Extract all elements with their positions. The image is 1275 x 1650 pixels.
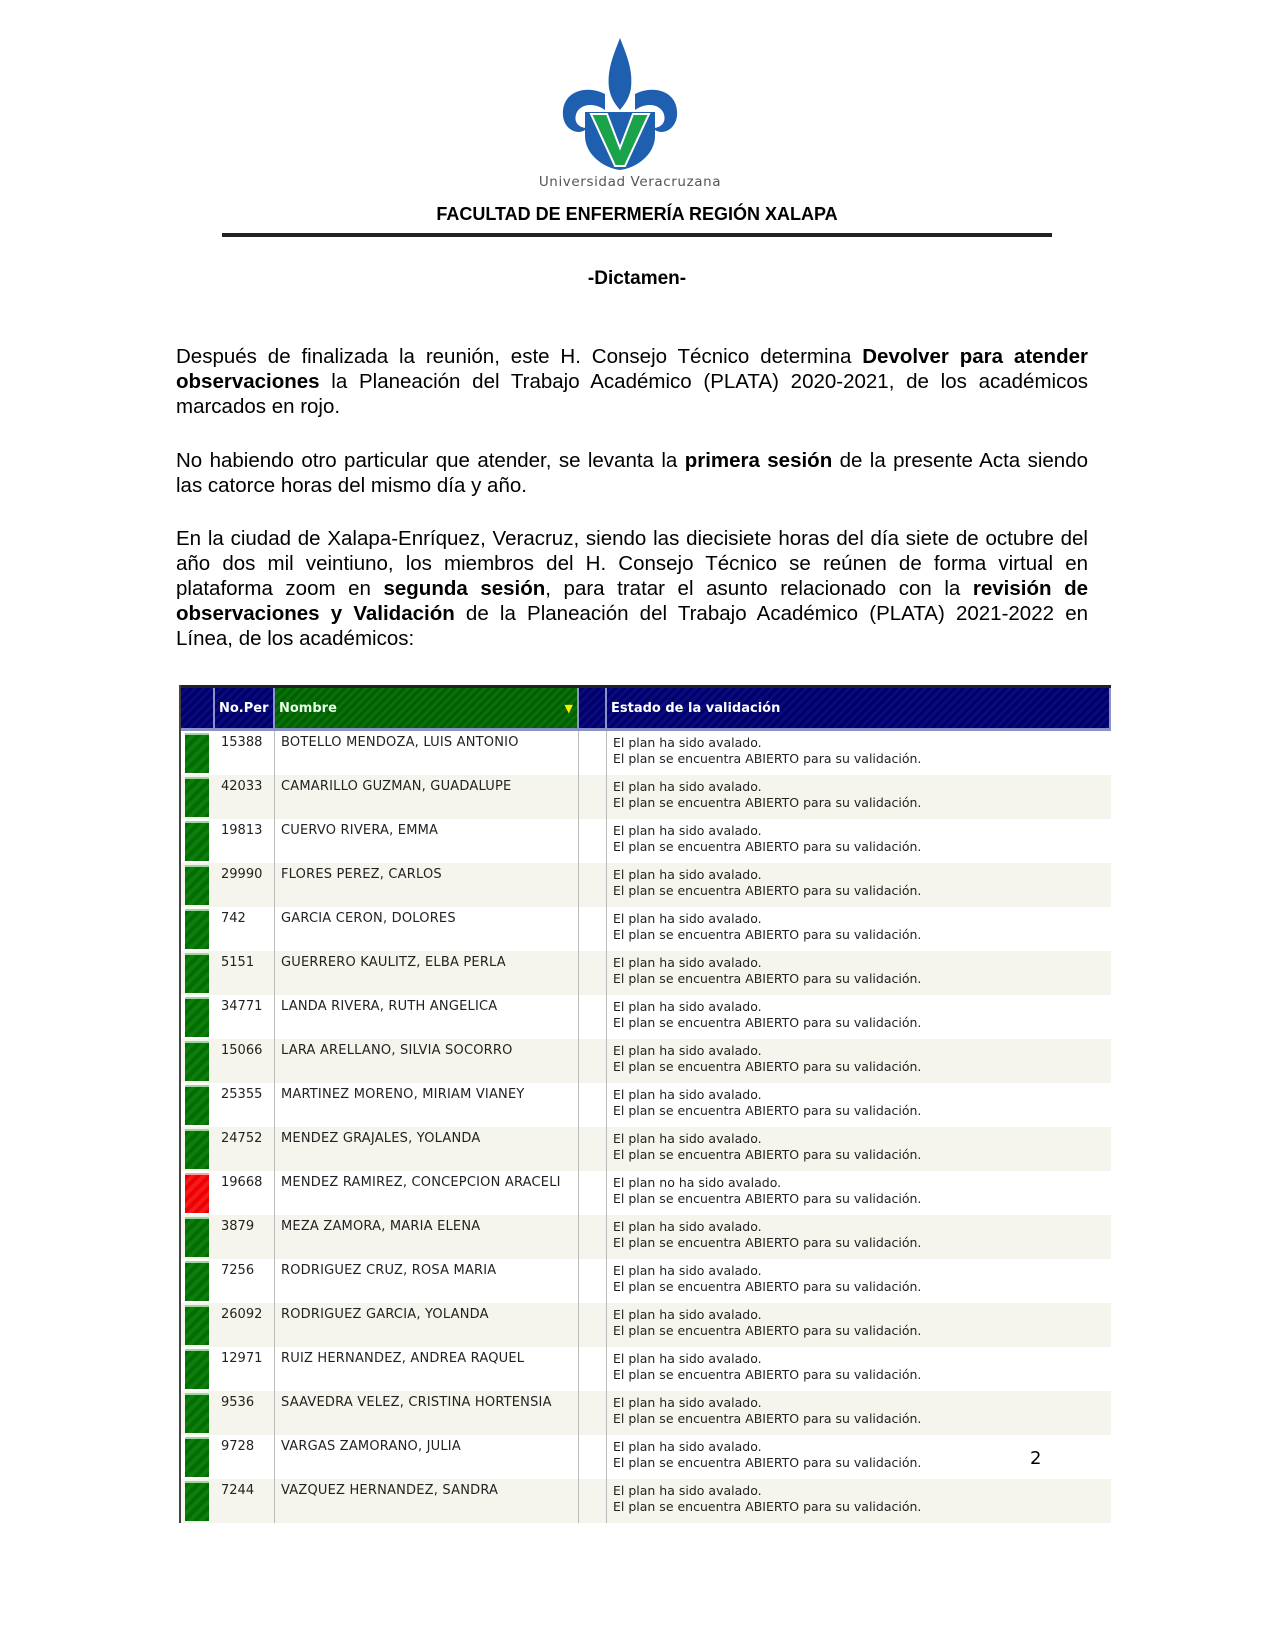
estado-line-abierto: El plan se encuentra ABIERTO para su validación. bbox=[613, 839, 922, 854]
estado-cell bbox=[607, 1127, 1111, 1171]
estado-line-aval: El plan ha sido avalado. bbox=[613, 1351, 762, 1366]
estado-line-abierto: El plan se encuentra ABIERTO para su validación. bbox=[613, 1015, 922, 1030]
spacer-cell bbox=[579, 819, 607, 863]
estado-cell bbox=[607, 1039, 1111, 1083]
estado-line-abierto: El plan se encuentra ABIERTO para su validación. bbox=[613, 1499, 922, 1514]
status-green-indicator-icon bbox=[185, 777, 209, 817]
table-row[interactable] bbox=[181, 775, 1111, 819]
estado-cell bbox=[607, 1479, 1111, 1523]
document-title: -Dictamen- bbox=[587, 268, 687, 289]
estado-cell bbox=[607, 1215, 1111, 1259]
status-cell bbox=[181, 1215, 215, 1259]
table-row[interactable] bbox=[181, 1083, 1111, 1127]
header-nombre-label: Nombre bbox=[279, 700, 337, 716]
status-green-indicator-icon bbox=[185, 953, 209, 993]
no-per-cell: 9728 bbox=[215, 1435, 275, 1479]
no-per-cell: 3879 bbox=[215, 1215, 275, 1259]
table-row[interactable] bbox=[181, 863, 1111, 907]
status-green-indicator-icon bbox=[185, 1129, 209, 1169]
estado-line-aval: El plan ha sido avalado. bbox=[613, 735, 762, 750]
estado-line-abierto: El plan se encuentra ABIERTO para su validación. bbox=[613, 1279, 922, 1294]
spacer-cell bbox=[579, 863, 607, 907]
nombre-cell: CUERVO RIVERA, EMMA bbox=[275, 819, 579, 863]
estado-line-abierto: El plan se encuentra ABIERTO para su validación. bbox=[613, 927, 922, 942]
no-per-cell: 34771 bbox=[215, 995, 275, 1039]
nombre-cell: RODRIGUEZ GARCIA, YOLANDA bbox=[275, 1303, 579, 1347]
nombre-cell: MENDEZ GRAJALES, YOLANDA bbox=[275, 1127, 579, 1171]
estado-line-abierto: El plan se encuentra ABIERTO para su validación. bbox=[613, 1191, 922, 1206]
status-cell bbox=[181, 995, 215, 1039]
status-green-indicator-icon bbox=[185, 1349, 209, 1389]
table-row[interactable] bbox=[181, 1435, 1111, 1479]
estado-line-abierto: El plan se encuentra ABIERTO para su validación. bbox=[613, 1235, 922, 1250]
header-divider bbox=[222, 233, 1052, 237]
estado-line-abierto: El plan se encuentra ABIERTO para su validación. bbox=[613, 1455, 922, 1470]
status-green-indicator-icon bbox=[185, 909, 209, 949]
no-per-cell: 12971 bbox=[215, 1347, 275, 1391]
spacer-cell bbox=[579, 1391, 607, 1435]
no-per-cell: 29990 bbox=[215, 863, 275, 907]
estado-line-abierto: El plan se encuentra ABIERTO para su validación. bbox=[613, 1103, 922, 1118]
no-per-cell: 15066 bbox=[215, 1039, 275, 1083]
table-row[interactable] bbox=[181, 1391, 1111, 1435]
estado-line-aval: El plan ha sido avalado. bbox=[613, 1395, 762, 1410]
status-green-indicator-icon bbox=[185, 997, 209, 1037]
table-row[interactable] bbox=[181, 907, 1111, 951]
spacer-cell bbox=[579, 995, 607, 1039]
status-cell bbox=[181, 1127, 215, 1171]
spacer-cell bbox=[579, 1347, 607, 1391]
estado-cell bbox=[607, 1347, 1111, 1391]
status-red-indicator-icon bbox=[185, 1173, 209, 1213]
spacer-cell bbox=[579, 1259, 607, 1303]
header-status-column bbox=[181, 688, 215, 728]
status-cell bbox=[181, 731, 215, 775]
nombre-cell: GARCIA CERON, DOLORES bbox=[275, 907, 579, 951]
no-per-cell: 24752 bbox=[215, 1127, 275, 1171]
estado-cell bbox=[607, 775, 1111, 819]
table-header-row bbox=[181, 685, 1111, 731]
header-no-per[interactable]: No.Per bbox=[215, 688, 275, 728]
table-row[interactable] bbox=[181, 1479, 1111, 1523]
status-green-indicator-icon bbox=[185, 1393, 209, 1433]
estado-line-aval: El plan ha sido avalado. bbox=[613, 1043, 762, 1058]
spacer-cell bbox=[579, 1171, 607, 1215]
estado-line-aval: El plan ha sido avalado. bbox=[613, 1263, 762, 1278]
estado-line-aval: El plan ha sido avalado. bbox=[613, 1483, 762, 1498]
status-green-indicator-icon bbox=[185, 1481, 209, 1521]
status-green-indicator-icon bbox=[185, 821, 209, 861]
nombre-cell: LANDA RIVERA, RUTH ANGELICA bbox=[275, 995, 579, 1039]
estado-line-abierto: El plan se encuentra ABIERTO para su validación. bbox=[613, 751, 922, 766]
nombre-cell: LARA ARELLANO, SILVIA SOCORRO bbox=[275, 1039, 579, 1083]
status-cell bbox=[181, 1303, 215, 1347]
nombre-cell: RUIZ HERNANDEZ, ANDREA RAQUEL bbox=[275, 1347, 579, 1391]
estado-line-aval: El plan ha sido avalado. bbox=[613, 1131, 762, 1146]
no-per-cell: 15388 bbox=[215, 731, 275, 775]
no-per-cell: 7244 bbox=[215, 1479, 275, 1523]
status-cell bbox=[181, 1435, 215, 1479]
estado-cell bbox=[607, 1083, 1111, 1127]
paragraph-segunda-sesion: En la ciudad de Xalapa-Enríquez, Veracruz, siendo las diecisiete horas del día siete de octubre del año dos mil veintiuno, los miembros del H. Consejo Técnico se reúnen de forma virtual en plataforma zoom en segunda sesión, para tratar el asunto relacionado con la revisión de observaciones y Validación de la Planeación del Trabajo Académico (PLATA) 2021-2022 en Línea, de los académicos: bbox=[176, 527, 1088, 650]
estado-line-abierto: El plan se encuentra ABIERTO para su validación. bbox=[613, 1147, 922, 1162]
header-spacer bbox=[579, 688, 607, 728]
nombre-cell: BOTELLO MENDOZA, LUIS ANTONIO bbox=[275, 731, 579, 775]
estado-cell bbox=[607, 995, 1111, 1039]
faculty-title: FACULTAD DE ENFERMERÍA REGIÓN XALAPA bbox=[436, 204, 838, 224]
spacer-cell bbox=[579, 1039, 607, 1083]
paragraph-primera-sesion: No habiendo otro particular que atender, se levanta la primera sesión de la presente Acta siendo las catorce horas del mismo día y año. bbox=[176, 449, 1088, 497]
estado-line-aval: El plan ha sido avalado. bbox=[613, 1219, 762, 1234]
estado-line-abierto: El plan se encuentra ABIERTO para su validación. bbox=[613, 971, 922, 986]
status-cell bbox=[181, 1259, 215, 1303]
spacer-cell bbox=[579, 1215, 607, 1259]
paragraph-devolver: Después de finalizada la reunión, este H. Consejo Técnico determina Devolver para atender observaciones la Planeación del Trabajo Académico (PLATA) 2020-2021, de los académicos marcados en rojo. bbox=[176, 345, 1088, 418]
estado-line-abierto: El plan se encuentra ABIERTO para su validación. bbox=[613, 1367, 922, 1382]
university-logo-icon bbox=[555, 36, 685, 171]
status-cell bbox=[181, 951, 215, 995]
status-cell bbox=[181, 1391, 215, 1435]
estado-line-aval: El plan ha sido avalado. bbox=[613, 1087, 762, 1102]
table-row[interactable] bbox=[181, 1347, 1111, 1391]
status-green-indicator-icon bbox=[185, 733, 209, 773]
spacer-cell bbox=[579, 1435, 607, 1479]
no-per-cell: 19813 bbox=[215, 819, 275, 863]
table-row[interactable] bbox=[181, 1259, 1111, 1303]
status-cell bbox=[181, 863, 215, 907]
estado-line-aval: El plan ha sido avalado. bbox=[613, 823, 762, 838]
nombre-cell: GUERRERO KAULITZ, ELBA PERLA bbox=[275, 951, 579, 995]
estado-line-abierto: El plan se encuentra ABIERTO para su validación. bbox=[613, 1059, 922, 1074]
estado-line-aval: El plan ha sido avalado. bbox=[613, 779, 762, 794]
estado-cell bbox=[607, 863, 1111, 907]
spacer-cell bbox=[579, 1479, 607, 1523]
table-row[interactable] bbox=[181, 819, 1111, 863]
table-row[interactable] bbox=[181, 951, 1111, 995]
status-cell bbox=[181, 1039, 215, 1083]
estado-line-aval: El plan ha sido avalado. bbox=[613, 867, 762, 882]
estado-line-abierto: El plan se encuentra ABIERTO para su validación. bbox=[613, 1323, 922, 1338]
nombre-cell: MEZA ZAMORA, MARIA ELENA bbox=[275, 1215, 579, 1259]
header-nombre[interactable] bbox=[275, 688, 579, 728]
spacer-cell bbox=[579, 775, 607, 819]
estado-cell bbox=[607, 1259, 1111, 1303]
spacer-cell bbox=[579, 1303, 607, 1347]
spacer-cell bbox=[579, 1127, 607, 1171]
status-cell bbox=[181, 1083, 215, 1127]
sort-down-icon[interactable]: ▼ bbox=[564, 701, 573, 715]
table-row[interactable] bbox=[181, 995, 1111, 1039]
estado-line-aval: El plan ha sido avalado. bbox=[613, 1439, 762, 1454]
estado-cell bbox=[607, 731, 1111, 775]
nombre-cell: MENDEZ RAMIREZ, CONCEPCION ARACELI bbox=[275, 1171, 579, 1215]
estado-line-abierto: El plan se encuentra ABIERTO para su validación. bbox=[613, 1411, 922, 1426]
status-cell bbox=[181, 775, 215, 819]
status-green-indicator-icon bbox=[185, 865, 209, 905]
nombre-cell: SAAVEDRA VELEZ, CRISTINA HORTENSIA bbox=[275, 1391, 579, 1435]
status-cell bbox=[181, 1171, 215, 1215]
university-name: Universidad Veracruzana bbox=[538, 174, 722, 190]
page-number: 2 bbox=[1030, 1448, 1042, 1469]
status-green-indicator-icon bbox=[185, 1261, 209, 1301]
table-row[interactable] bbox=[181, 731, 1111, 775]
estado-cell bbox=[607, 1171, 1111, 1215]
estado-line-aval: El plan no ha sido avalado. bbox=[613, 1175, 782, 1190]
nombre-cell: RODRIGUEZ CRUZ, ROSA MARIA bbox=[275, 1259, 579, 1303]
estado-line-aval: El plan ha sido avalado. bbox=[613, 955, 762, 970]
spacer-cell bbox=[579, 907, 607, 951]
status-green-indicator-icon bbox=[185, 1085, 209, 1125]
estado-line-aval: El plan ha sido avalado. bbox=[613, 1307, 762, 1322]
nombre-cell: MARTINEZ MORENO, MIRIAM VIANEY bbox=[275, 1083, 579, 1127]
status-green-indicator-icon bbox=[185, 1217, 209, 1257]
table-row[interactable] bbox=[181, 1039, 1111, 1083]
no-per-cell: 26092 bbox=[215, 1303, 275, 1347]
nombre-cell: FLORES PEREZ, CARLOS bbox=[275, 863, 579, 907]
nombre-cell: VAZQUEZ HERNANDEZ, SANDRA bbox=[275, 1479, 579, 1523]
no-per-cell: 25355 bbox=[215, 1083, 275, 1127]
no-per-cell: 7256 bbox=[215, 1259, 275, 1303]
header-estado[interactable]: Estado de la validación bbox=[607, 688, 1111, 728]
status-cell bbox=[181, 1347, 215, 1391]
estado-cell bbox=[607, 907, 1111, 951]
status-cell bbox=[181, 907, 215, 951]
no-per-cell: 42033 bbox=[215, 775, 275, 819]
estado-cell bbox=[607, 819, 1111, 863]
table-row[interactable] bbox=[181, 1303, 1111, 1347]
estado-line-abierto: El plan se encuentra ABIERTO para su validación. bbox=[613, 795, 922, 810]
status-green-indicator-icon bbox=[185, 1305, 209, 1345]
nombre-cell: CAMARILLO GUZMAN, GUADALUPE bbox=[275, 775, 579, 819]
spacer-cell bbox=[579, 1083, 607, 1127]
no-per-cell: 5151 bbox=[215, 951, 275, 995]
status-green-indicator-icon bbox=[185, 1437, 209, 1477]
table-row[interactable] bbox=[181, 1215, 1111, 1259]
status-cell bbox=[181, 1479, 215, 1523]
nombre-cell: VARGAS ZAMORANO, JULIA bbox=[275, 1435, 579, 1479]
estado-line-abierto: El plan se encuentra ABIERTO para su validación. bbox=[613, 883, 922, 898]
validation-table bbox=[179, 685, 1111, 1523]
no-per-cell: 9536 bbox=[215, 1391, 275, 1435]
no-per-cell: 19668 bbox=[215, 1171, 275, 1215]
estado-cell bbox=[607, 1391, 1111, 1435]
estado-cell bbox=[607, 1303, 1111, 1347]
status-green-indicator-icon bbox=[185, 1041, 209, 1081]
estado-line-aval: El plan ha sido avalado. bbox=[613, 999, 762, 1014]
spacer-cell bbox=[579, 951, 607, 995]
no-per-cell: 742 bbox=[215, 907, 275, 951]
estado-cell bbox=[607, 951, 1111, 995]
table-row[interactable] bbox=[181, 1127, 1111, 1171]
estado-line-aval: El plan ha sido avalado. bbox=[613, 911, 762, 926]
status-cell bbox=[181, 819, 215, 863]
table-row[interactable] bbox=[181, 1171, 1111, 1215]
spacer-cell bbox=[579, 731, 607, 775]
